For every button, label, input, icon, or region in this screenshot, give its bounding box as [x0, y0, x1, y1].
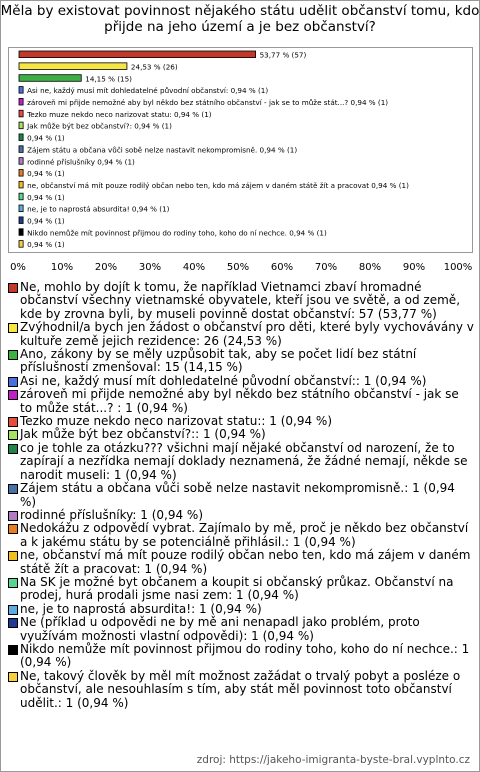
legend-item	[8, 643, 474, 670]
legend-swatch	[8, 430, 18, 440]
x-tick-label: 10%	[50, 262, 74, 273]
legend-text: Nikdo nemůže mít povinnost přijmou do rodiny toho, koho do ní nechce.: 1 (0,94 %)	[20, 641, 470, 670]
legend-item	[8, 482, 474, 509]
legend-text: ne, je to naprostá absurdita!: 1 (0,94 %)	[20, 601, 262, 616]
legend-item	[8, 576, 474, 603]
x-tick-label: 100%	[443, 262, 473, 273]
legend-item	[8, 670, 474, 710]
bar-13	[19, 205, 23, 212]
x-tick-label: 30%	[138, 262, 162, 273]
legend-text: Zájem státu a občana vůči sobě nelze nastavit nekompromisně.: 1 (0,94 %)	[20, 481, 455, 509]
legend-swatch	[8, 323, 18, 333]
legend-swatch	[8, 672, 18, 682]
bar-8	[19, 146, 23, 153]
legend-text: Ne (příklad u odpovědi ne by mě ani nenapadl jako problém, proto využívám možnosti vlastní odpovědi): 1 (0,94 %)	[20, 615, 420, 643]
legend-swatch	[8, 350, 18, 360]
bar-label-4: zároveň mi přijde nemožné aby byl někdo bez státního občanství - jak se to může stát...? 0,94 % (1)	[27, 98, 389, 107]
bar-5	[19, 110, 23, 117]
legend-text: Ne, takový člověk by měl mít možnost zažádat o trvalý pobyt a posléze o občanství, ale nesouhlasím s tím, aby stát měl povinnost toto občanství udělit.: 1 (0,94 %)	[20, 668, 461, 710]
legend-swatch	[8, 484, 18, 494]
bar-label-2: 14,15 % (15)	[85, 74, 132, 84]
legend-swatch	[8, 444, 18, 454]
bar-15	[19, 229, 23, 236]
x-tick-label: 20%	[94, 262, 118, 273]
x-tick-label: 40%	[182, 262, 206, 273]
bar-chart-svg	[9, 48, 472, 252]
legend-swatch	[8, 605, 18, 615]
bar-label-7: 0,94 % (1)	[27, 133, 65, 143]
legend-swatch	[8, 417, 18, 427]
legend-swatch	[8, 511, 18, 521]
legend-item	[8, 321, 474, 348]
bar-label-0: 53,77 % (57)	[259, 50, 307, 60]
bar-label-14: 0,94 % (1)	[27, 216, 65, 226]
legend-swatch	[8, 390, 18, 400]
legend-item	[8, 616, 474, 643]
legend-swatch	[8, 645, 18, 655]
x-tick-label: 90%	[402, 262, 426, 273]
legend-item	[8, 442, 474, 482]
legend-text: co je tohle za otázku??? všichni mají nějaké občanství od narození, že to zapírají a nezřídka nemají doklady neznamená, že žádné nemají, někde se narodit museli: 1 (0,94 %)	[20, 440, 468, 482]
bar-4	[19, 98, 23, 105]
legend-text: Asi ne, každý musí mít dohledatelné původní občanství:: 1 (0,94 %)	[20, 373, 427, 388]
bar-label-10: 0,94 % (1)	[27, 169, 65, 179]
legend-swatch	[8, 283, 18, 293]
legend-text: Tezko muze nekdo neco narizovat statu:: 1 (0,94 %)	[20, 414, 333, 429]
bar-label-6: Jak může být bez občanství?: 0,94 % (1)	[27, 121, 172, 131]
source-note: zdroj: https://jakeho-imigranta-byste-bral.vyplnto.cz	[196, 754, 470, 766]
legend-text: rodinné příslušníky: 1 (0,94 %)	[20, 507, 203, 522]
bar-14	[19, 217, 23, 224]
bar-10	[19, 170, 23, 177]
x-tick-label: 0%	[10, 262, 26, 273]
legend-swatch	[8, 377, 18, 387]
legend-item	[8, 428, 474, 441]
chart-title: Měla by existovat povinnost nějakého státu udělit občanství tomu, kdo přijde na jeho území a je bez občanství?	[0, 3, 480, 35]
legend-text: Ne, mohlo by dojít k tomu, že například Vietnamci zbaví hromadné občanství všechny vietnamské obyvatele, kteří jsou ve světě, a od země, kde by zrovna byli, by museli povinně dostat občanství: 57 (53,77 %)	[20, 280, 461, 321]
legend-item	[8, 603, 474, 616]
bar-label-3: Asi ne, každý musí mít dohledatelné původní občanství: 0,94 % (1)	[27, 86, 269, 96]
legend-swatch	[8, 578, 18, 588]
legend-item	[8, 509, 474, 522]
bar-label-8: Zájem státu a občana vůči sobě nelze nastavit nekompromisně. 0,94 % (1)	[27, 145, 298, 155]
legend-text: ne, občanství má mít pouze rodilý občan nebo ten, kdo má zájem v daném státě žít a pracovat: 1 (0,94 %)	[20, 548, 471, 576]
bar-0	[19, 51, 256, 58]
legend-text: Jak může být bez občanství?:: 1 (0,94 %)	[20, 427, 266, 442]
x-tick-label: 80%	[358, 262, 382, 273]
legend-swatch	[8, 618, 18, 628]
legend-item	[8, 549, 474, 576]
bar-11	[19, 181, 23, 188]
x-tick-label: 60%	[270, 262, 294, 273]
bar-7	[19, 134, 23, 141]
bar-12	[19, 193, 23, 200]
bar-label-9: rodinné příslušníky 0,94 % (1)	[27, 157, 135, 167]
legend-text: Zvýhodnil/a bych jen žádost o občanství pro děti, které byly vychovávány v kultuře země jejich rezidence: 26 (24,53 %)	[20, 320, 474, 348]
bar-2	[19, 75, 81, 82]
legend-text: zároveň mi přijde nemožné aby byl někdo bez státního občanství - jak se to může stát...? : 1 (0,94 %)	[20, 387, 459, 415]
bar-1	[19, 63, 127, 70]
legend-item	[8, 522, 474, 549]
legend-item	[8, 415, 474, 428]
bar-label-1: 24,53 % (26)	[130, 62, 178, 72]
bar-6	[19, 122, 23, 129]
bar-label-16: 0,94 % (1)	[27, 240, 65, 250]
legend	[8, 281, 474, 710]
legend-swatch	[8, 524, 18, 534]
legend-item	[8, 281, 474, 321]
bar-16	[19, 241, 23, 248]
legend-text: Nedokážu z odpovědí vybrat. Zajímalo by mě, proč je někdo bez občanství a k jakému státu by se potenciálně přihlásil.: 1 (0,94 %)	[20, 521, 469, 549]
bar-label-12: 0,94 % (1)	[27, 192, 65, 202]
legend-swatch	[8, 551, 18, 561]
x-axis-ticks	[0, 262, 480, 276]
bar-label-11: ne, občanství má mít pouze rodilý občan nebo ten, kdo má zájem v daném státě žít a pracovat 0,94 % (1)	[27, 180, 409, 190]
bar-3	[19, 87, 23, 94]
legend-item	[8, 348, 474, 375]
bar-label-15: Nikdo nemůže mít povinnost přijmou do rodiny toho, koho do ní nechce. 0,94 % (1)	[27, 228, 327, 238]
x-tick-label: 50%	[226, 262, 250, 273]
bar-9	[19, 158, 23, 165]
bar-label-5: Tezko muze nekdo neco narizovat statu: 0,94 % (1)	[27, 109, 212, 119]
plot-area	[8, 47, 473, 253]
bar-label-13: ne, je to naprostá absurdita! 0,94 % (1)	[27, 204, 170, 214]
legend-text: Na SK je možné byt občanem a koupit si občanský průkaz. Občanství na prodej, hurá prodali jsme nasi zem: 1 (0,94 %)	[20, 574, 454, 603]
x-tick-label: 70%	[314, 262, 338, 273]
legend-item	[8, 388, 474, 415]
legend-text: Ano, zákony by se měly uzpůsobit tak, aby se počet lidí bez státní příslušnosti zmenšoval: 15 (14,15 %)	[20, 347, 417, 375]
legend-item	[8, 375, 474, 388]
